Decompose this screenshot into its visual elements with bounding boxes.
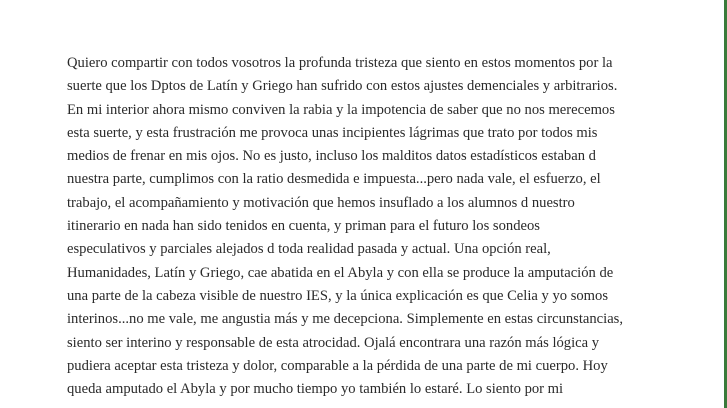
text-line: queda amputado el Abyla y por mucho tiempo yo también lo estaré. Lo siento por mi bbox=[67, 381, 564, 398]
text-line: esta suerte, y esta frustración me provoca unas incipientes lágrimas que trato por todos mis bbox=[67, 124, 598, 141]
text-line: En mi interior ahora mismo conviven la rabia y la impotencia de saber que no nos merecemos bbox=[67, 101, 615, 118]
text-line: medios de frenar en mis ojos. No es justo, incluso los malditos datos estadísticos estaban d bbox=[67, 148, 596, 165]
text-line: interinos...no me vale, me angustia más y me decepciona. Simplemente en estas circunstancias, bbox=[67, 311, 624, 328]
article-body bbox=[67, 52, 722, 401]
text-line: una parte de la cabeza visible de nuestro IES, y la única explicación es que Celia y yo somos bbox=[67, 287, 609, 304]
text-line: trabajo, el acompañamiento y motivación que hemos insuflado a los alumnos d nuestro bbox=[67, 194, 575, 211]
text-line: Humanidades, Latín y Griego, cae abatida en el Abyla y con ella se produce la amputación de bbox=[67, 264, 614, 281]
text-line: suerte que los Dptos de Latín y Griego han sufrido con estos ajustes demenciales y arbitrarios. bbox=[67, 78, 618, 95]
text-line: itinerario en nada han sido tenidos en cuenta, y priman para el futuro los sondeos bbox=[67, 218, 540, 235]
text-line: especulativos y parciales alejados d toda realidad pasada y actual. Una opción real, bbox=[67, 241, 551, 258]
text-line: nuestra parte, cumplimos con la ratio desmedida e impuesta...pero nada vale, el esfuerzo, el bbox=[67, 171, 601, 188]
text-line: Quiero compartir con todos vosotros la profunda tristeza que siento en estos momentos por la bbox=[67, 55, 613, 71]
text-line: pudiera aceptar esta tristeza y dolor, comparable a la pérdida de una parte de mi cuerpo. Hoy bbox=[67, 357, 608, 374]
text-line: siento ser interino y responsable de esta atrocidad. Ojalá encontrara una razón más lógica y bbox=[67, 334, 600, 351]
